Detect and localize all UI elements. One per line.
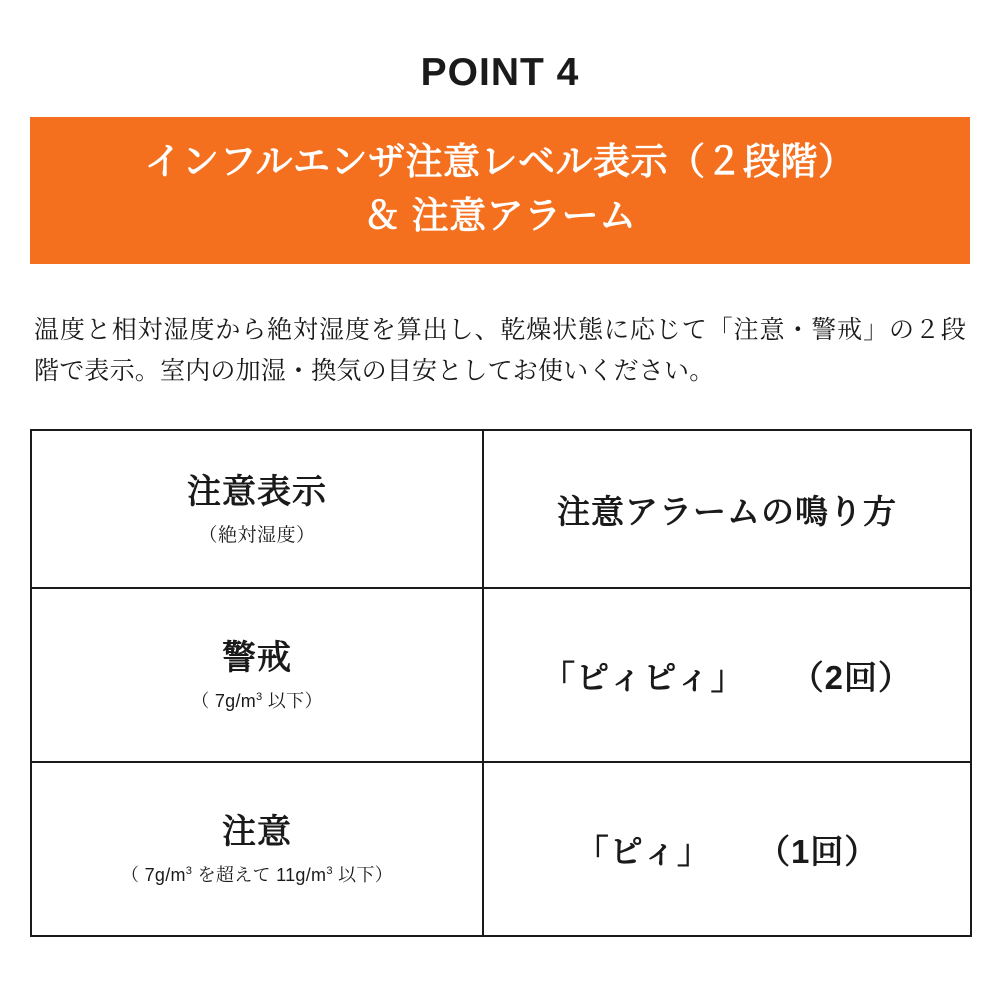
banner-line-1: インフルエンザ注意レベル表示（２段階）: [144, 140, 856, 182]
header-display-label: 注意表示: [187, 473, 327, 512]
range-suffix: 以下）: [332, 865, 394, 886]
range-exponent-2: 3: [326, 865, 333, 878]
alarm-count-warning: （2回）: [790, 658, 913, 696]
level-label-warning: 警戒: [222, 638, 292, 677]
row-warning-alarm: [483, 588, 971, 762]
header-alarm-label: 注意アラームの鳴り方: [557, 492, 897, 530]
point-heading: POINT 4: [420, 51, 580, 94]
alarm-count-caution: （1回）: [756, 832, 879, 870]
range-middle: を超えて 11g/m: [192, 865, 327, 886]
alarm-description-caution: [576, 826, 879, 873]
table-row: [31, 588, 971, 762]
range-prefix: （ 7g/m: [120, 865, 186, 886]
level-range-warning: [32, 687, 482, 713]
header-cell-display: [31, 430, 483, 588]
range-suffix: 以下）: [262, 691, 323, 712]
table-row: [31, 762, 971, 936]
row-caution-alarm: [483, 762, 971, 936]
range-exponent: 3: [185, 865, 193, 878]
header-cell-alarm: [483, 430, 971, 588]
alert-level-table: [30, 429, 972, 937]
feature-banner: [30, 117, 970, 264]
level-label-caution: 注意: [222, 812, 292, 851]
table-header-row: [31, 430, 971, 588]
row-warning-level: [31, 588, 483, 762]
row-caution-level: [31, 762, 483, 936]
alarm-sound-caution: 「ピィ」: [575, 832, 711, 870]
level-range-caution: [32, 861, 482, 887]
range-prefix: （ 7g/m: [191, 691, 257, 712]
alarm-description-warning: [542, 652, 912, 699]
range-exponent: 3: [256, 691, 263, 704]
banner-line-2: ＆ 注意アラーム: [363, 194, 637, 236]
description-text: 温度と相対湿度から絶対湿度を算出し、乾燥状態に応じて「注意・警戒」の２段階で表示。室内の加湿・換気の目安としてお使いください。: [34, 316, 967, 385]
alarm-sound-warning: 「ピィピィ」: [541, 658, 745, 696]
header-display-sublabel: （絶対湿度）: [198, 524, 316, 546]
